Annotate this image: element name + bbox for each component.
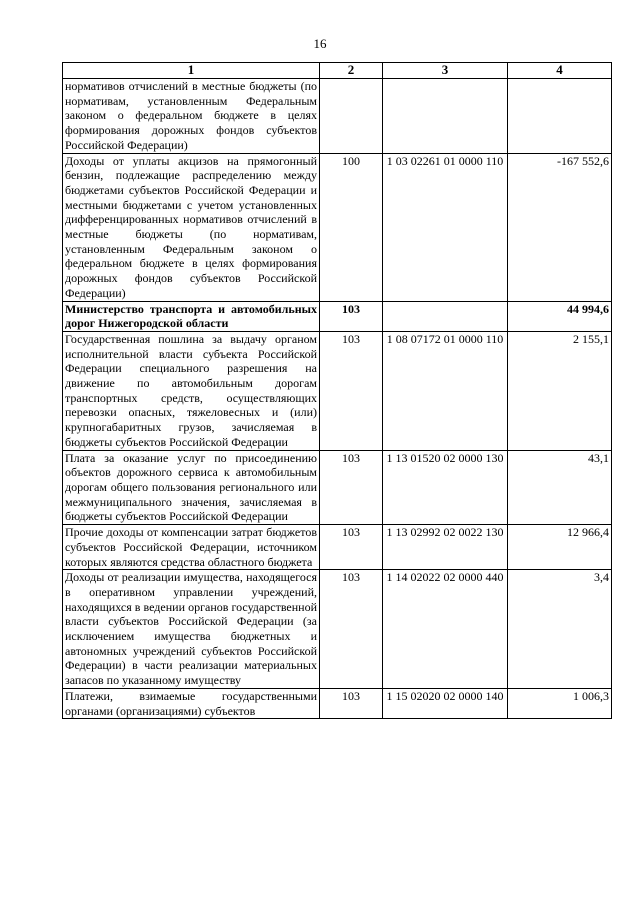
row-code: 100 — [320, 153, 383, 301]
table-header-row — [63, 63, 612, 79]
row-kbk: 1 13 02992 02 0022 130 — [383, 525, 508, 570]
row-description: Государственная пошлина за выдачу органом исполнительной власти субъекта Российской Федерации специального разрешения на движение по автомобильным дорогам транспортных средств, осуществляющих перевозки опасных, тяжеловесных и (или) крупногабаритных грузов, зачисляемая в бюджеты субъектов Российской Федерации — [63, 331, 320, 450]
table-row — [63, 153, 612, 301]
table-row — [63, 79, 612, 154]
row-kbk: 1 15 02020 02 0000 140 — [383, 688, 508, 718]
revenue-table — [62, 62, 612, 719]
column-header-1: 1 — [63, 63, 320, 79]
table-row — [63, 525, 612, 570]
page-number: 16 — [313, 36, 327, 51]
row-amount: 44 994,6 — [508, 301, 612, 331]
table-row — [63, 301, 612, 331]
row-amount: 2 155,1 — [508, 331, 612, 450]
table-row — [63, 331, 612, 450]
row-amount: 3,4 — [508, 570, 612, 689]
row-kbk: 1 14 02022 02 0000 440 — [383, 570, 508, 689]
row-kbk: 1 03 02261 01 0000 110 — [383, 153, 508, 301]
row-kbk — [383, 301, 508, 331]
column-header-4: 4 — [508, 63, 612, 79]
column-header-3: 3 — [383, 63, 508, 79]
table-row — [63, 450, 612, 525]
row-kbk — [383, 79, 508, 154]
row-code: 103 — [320, 525, 383, 570]
column-header-2: 2 — [320, 63, 383, 79]
row-code — [320, 79, 383, 154]
row-description: Министерство транспорта и автомобильных дорог Нижегородской области — [63, 301, 320, 331]
row-amount: 1 006,3 — [508, 688, 612, 718]
row-amount: -167 552,6 — [508, 153, 612, 301]
row-amount — [508, 79, 612, 154]
row-description: Прочие доходы от компенсации затрат бюджетов субъектов Российской Федерации, источником которых являются средства областного бюджета — [63, 525, 320, 570]
row-code: 103 — [320, 570, 383, 689]
row-description: Плата за оказание услуг по присоединению объектов дорожного сервиса к автомобильным дорогам общего пользования регионального или межмуниципального значения, зачисляемая в бюджеты субъектов Российской Федерации — [63, 450, 320, 525]
row-code: 103 — [320, 450, 383, 525]
row-description: Доходы от уплаты акцизов на прямогонный бензин, подлежащие распределению между бюджетами субъектов Российской Федерации и местными бюджетами с учетом установленных дифференцированных нормативов отчислений в местные бюджеты (по нормативам, установленным Федеральным законом о федеральном бюджете в целях формирования дорожных фондов субъектов Российской Федерации) — [63, 153, 320, 301]
table-row — [63, 570, 612, 689]
row-code: 103 — [320, 331, 383, 450]
row-code: 103 — [320, 301, 383, 331]
row-amount: 43,1 — [508, 450, 612, 525]
row-amount: 12 966,4 — [508, 525, 612, 570]
row-kbk: 1 13 01520 02 0000 130 — [383, 450, 508, 525]
row-code: 103 — [320, 688, 383, 718]
row-description: нормативов отчислений в местные бюджеты (по нормативам, установленным Федеральным законом о федеральном бюджете в целях формирования дорожных фондов субъектов Российской Федерации) — [63, 79, 320, 154]
row-description: Платежи, взимаемые государственными органами (организациями) субъектов — [63, 688, 320, 718]
row-kbk: 1 08 07172 01 0000 110 — [383, 331, 508, 450]
table-row — [63, 688, 612, 718]
row-description: Доходы от реализации имущества, находящегося в оперативном управлении учреждений, находящихся в ведении органов государственной власти субъектов Российской Федерации (за исключением имущества бюджетных и автономных учреждений субъектов Российской Федерации) в части реализации материальных запасов по указанному имуществу — [63, 570, 320, 689]
